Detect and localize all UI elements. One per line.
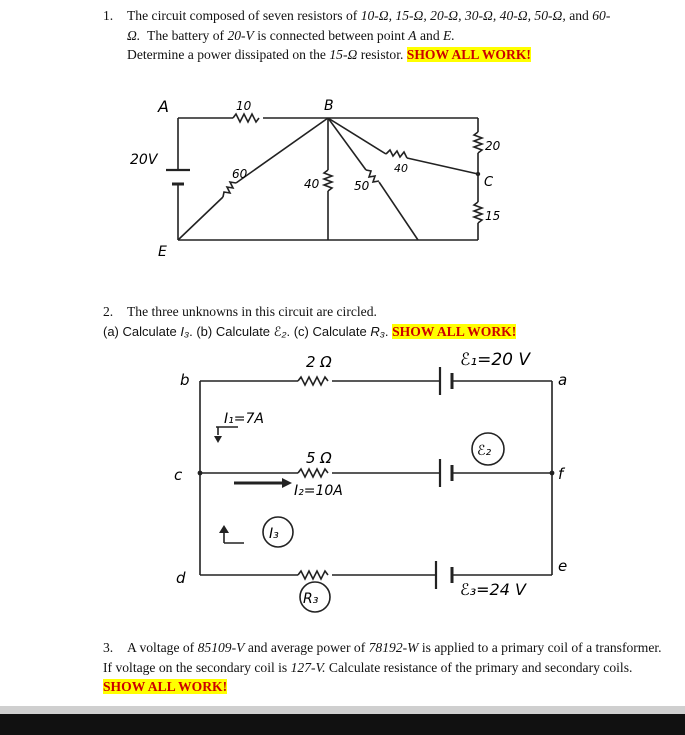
problem-1 <box>103 6 663 65</box>
ohm-unit: Ω. <box>127 27 141 43</box>
problem-3 <box>103 638 663 697</box>
show-all-work-3: SHOW ALL WORK! <box>103 679 228 694</box>
fig1-r40b: 40 <box>394 162 408 175</box>
determine-text: Determine a power dissipated on the <box>127 47 326 62</box>
target-resistor: 15-Ω <box>329 47 358 62</box>
resistor-list: 10-Ω, 15-Ω, 20-Ω, 30-Ω, 40-Ω, 50-Ω, <box>360 8 566 23</box>
part-b: . (b) Calculate <box>189 323 271 339</box>
bottom-bar <box>0 706 685 735</box>
resistor-2ohm <box>298 377 328 385</box>
node-a: a <box>558 371 568 389</box>
node-d: d <box>176 569 186 587</box>
fig1-r10: 10 <box>236 99 252 113</box>
node-b: b <box>180 371 190 389</box>
resistor-r3 <box>298 571 328 579</box>
problem-2: 2. The three unknowns in this circuit are circled. (a) Calculate I₃. (b) Calculate ℰ₂. (c) Calculate R₃. SHOW ALL WORK! <box>103 304 517 339</box>
resistor-60 <box>223 182 236 197</box>
resistor-word: resistor. <box>360 47 404 62</box>
power-text: and average power of <box>247 640 366 655</box>
fig1-r50: 50 <box>354 179 370 193</box>
show-all-work-1: SHOW ALL WORK! <box>406 47 531 62</box>
problem-1-text: The circuit composed of seven resistors of <box>127 8 358 23</box>
circuit-diagram-1 <box>128 92 528 262</box>
show-all-work-2: SHOW ALL WORK! <box>392 323 517 339</box>
label-emf2: ℰ₂ <box>477 443 492 459</box>
average-power: 78192-W <box>368 640 419 655</box>
connected-text: is connected between point <box>257 27 405 43</box>
problem-2-number: 2. <box>103 304 114 319</box>
transformer-text: is applied to a primary coil of a transformer. If voltage on the secondary coil is <box>103 640 662 675</box>
problem-3-number: 3. <box>103 640 114 655</box>
part-b-var: ℰ₂ <box>273 323 287 339</box>
label-emf3: ℰ₃=24 V <box>460 580 526 599</box>
problem-2-line1: The three unknowns in this circuit are circled. <box>127 304 377 319</box>
label-i3: I₃ <box>269 526 279 542</box>
problem-1-number: 1. <box>103 8 114 23</box>
fig1-label-b: B <box>324 98 334 114</box>
label-r-top: 2 Ω <box>306 353 332 371</box>
node-c: c <box>174 466 183 484</box>
resistor-20 <box>474 132 482 153</box>
node-f: f <box>558 465 564 483</box>
node-e: e <box>558 557 568 575</box>
battery-text: The battery of <box>147 27 225 43</box>
resistor-40a <box>324 170 332 191</box>
resistor-10 <box>233 114 259 122</box>
point-a: A <box>408 27 417 43</box>
point-e: E. <box>443 27 455 43</box>
circuit-diagram-2 <box>160 345 580 625</box>
label-r3: R₃ <box>303 591 319 607</box>
fig1-r60: 60 <box>232 167 248 181</box>
fig1-label-a: A <box>158 97 169 116</box>
label-emf1: ℰ₁=20 V <box>460 350 531 370</box>
fig1-battery-label: 20V <box>130 152 158 168</box>
fig1-label-e: E <box>158 244 167 260</box>
resistor-15 <box>474 202 482 223</box>
label-i1: I₁=7A <box>224 411 264 427</box>
fig1-r40a: 40 <box>304 177 320 191</box>
resistor-5ohm <box>298 469 328 477</box>
and-word-2: and <box>420 27 440 43</box>
part-a-var: I₃ <box>180 323 190 339</box>
fig1-r15: 15 <box>485 209 501 223</box>
calculate-text: Calculate resistance of the primary and secondary coils. <box>328 659 633 675</box>
part-c-var: R₃ <box>370 323 385 339</box>
voltage-text: A voltage of <box>127 640 195 655</box>
part-a: (a) Calculate <box>103 323 177 339</box>
battery-voltage: 20-V <box>227 27 254 43</box>
label-i2: I₂=10A <box>294 483 343 499</box>
primary-voltage: 85109-V <box>197 640 245 655</box>
fig1-label-c: C <box>484 175 494 190</box>
part-c: . (c) Calculate <box>286 323 367 339</box>
fig1-r20: 20 <box>485 139 501 153</box>
resistor-40b <box>386 150 407 158</box>
last-resistor: 60- <box>592 8 611 23</box>
and-word: and <box>569 8 589 23</box>
secondary-voltage: 127-V. <box>290 659 326 675</box>
label-r-mid: 5 Ω <box>306 449 332 467</box>
